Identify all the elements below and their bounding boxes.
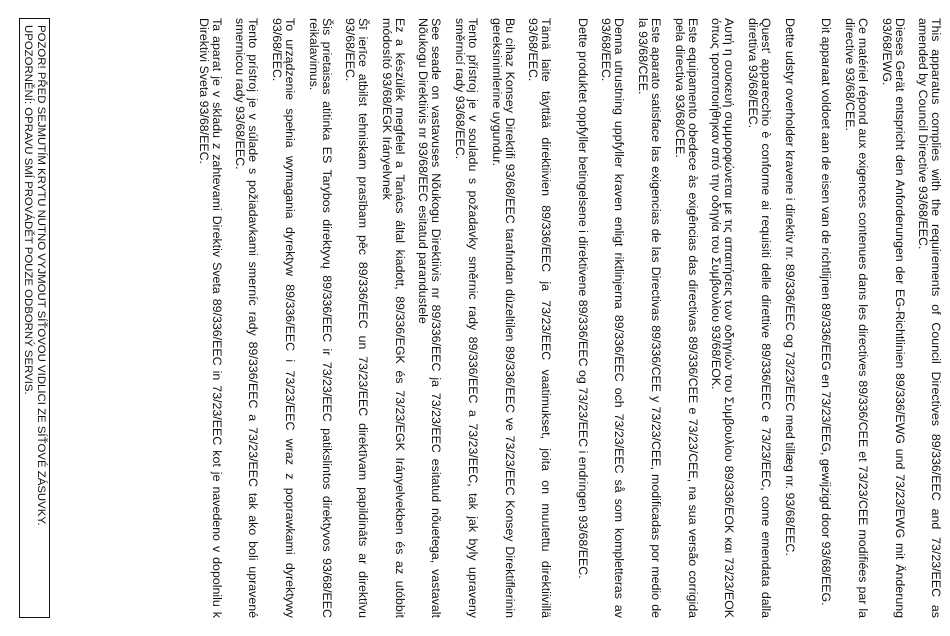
declaration-polish: To urządzenie spełnia wymagania dyrektyw 89/336/EEC i 73/23/EEC wraz z poprawkami dyrektywy 93/68/EEC. <box>270 18 297 618</box>
declaration-finnish: Tämä laite täyttää direktiivien 89/336/EEC ja 73/23/EEC vaatimukset, joita on muutettu direktiivillä 93/68/EEC. <box>526 18 553 618</box>
declaration-french: Ce matériel répond aux exigences contenues dans les directives 89/336/CEE et 73/23/CEE modifiées par la directive 93/68/CEE. <box>843 18 870 618</box>
declaration-slovenian: Ta aparat je v skladu z zahtevami Direktiv Sveta 89/336/EEC in 73/23/EEC kot je navedeno v dopolnilu k Direktivi Sveta 93/68/EEC. <box>197 18 224 618</box>
declaration-hungarian: Ez a készülék megfelel a Tanács által kiadott, 89/336/EGK és 73/23/EGK Irányelvekben és az utóbbit módosító 93/68/EGK Irányelvnek <box>380 18 407 618</box>
warning-line-1: POZOR! PŘED SEJMUTÍM KRYTU NUTNO VYJMOUT SÍŤOVOU VIDLICI ZE SÍŤOVÉ ZÁSUVKY. <box>35 25 47 526</box>
declaration-english: This apparatus complies with the requirements of Council Directives 89/336/EEC and 73/23/EEC as amended by Council Directive 93/68/EEC. <box>916 18 943 618</box>
declaration-spanish: Este aparato satisface las exigencias de las Directivas 89/336/CEE y 73/23/CEE, modificadas por medio de la 93/68/CEE. <box>636 18 663 618</box>
declaration-german: Dieses Gerät entspricht den Anforderungen der EG-Richtlinien 89/336/EWG und 73/23/EWG mit Änderung 93/68/EWG. <box>880 18 907 618</box>
declaration-greek: Αυτή η συσκευή συμμορφώνεται με τις απαιτήσεις των οδηγιών του Συμβουλίου 89/336/ΕΟΚ και 73/23/ΕΟΚ όπως τροποποιήθηκαν από την οδηγία του Συμβουλίου 93/68/ΕΟΚ. <box>709 18 736 618</box>
declaration-italian: Quest' apparecchio è conforme ai requisiti delle direttive 89/336/EEC e 73/23/EEC, come emendata dalla direttiva 93/68/EEC. <box>746 18 773 618</box>
declaration-dutch: Dit apparaat voldoet aan de eisen van de richtlijnen 89/336/EEG en 73/23/EEG, gewijzigd door 93/68/EEG. <box>819 18 833 606</box>
declaration-swedish: Denna utrustning uppfyller kraven enligt riktlinjerna 89/336/EEC och 73/23/EEC så som kompletteras av 93/68/EEC. <box>599 18 626 618</box>
warning-line-2: UPOZORNĚNÍ: OPRAVU SMÍ PROVÁDĚT POUZE ODBORNÝ SERVIS. <box>22 25 34 395</box>
declaration-norwegian: Dette produktet oppfyller betingelsene i direktivene 89/336/EEC og 73/23/EEC i endringen 93/68/EEC. <box>576 18 590 579</box>
declaration-portuguese: Este equipamento obedece às exigências das directivas 89/336/CEE e 73/23/CEE, na sua versão corrigida pela directiva 93/68/CEE. <box>673 18 700 618</box>
declaration-turkish: Bu cihaz Konsey Direktifi 93/68/EEC tarafından düzeltilen 89/336/EEC ve 73/23/EEC Konsey Direktiflerinin gereksinimlerine uygundur. <box>490 18 517 618</box>
declaration-czech: Tento přístroj je v souladu s požadavky směrnic rady 89/336/EEC a 73/23/EEC, tak jak byly upraveny směrnicí rady 93/68/EEC. <box>453 18 480 618</box>
declaration-danish: Dette udstyr overholder kravene i direktiv nr. 89/336/EEC og 73/23/EEC med tillæg nr. 93/68/EEC. <box>783 18 797 556</box>
declaration-lithuanian: Šis prietaisas atitinka ES Tarybos direktyvų 89/336/EEC ir 73/23/EEC patikslintos direktyvos 93/68/EEC reikalavimus. <box>307 18 334 618</box>
czech-safety-warning-box <box>19 18 50 618</box>
declaration-latvian: Šī ierīce atbilst tehniskam prasībam pēc 89/336/EEC un 73/23/EEC direktīvam papildināts ar direktīvu 93/68/EEC. <box>343 18 370 618</box>
declaration-slovak: Tento prístroj je v súlade s požiadavkami smerníc rady 89/336/EEC a 73/23/EEC tak ako boli upravené smernicou rady 93/68/EEC. <box>233 18 260 618</box>
declaration-estonian: See seade on vastavuses Nõukogu Direktiivis nr 89/336/EEC ja 73/23/EEC esitatud nõuetega, vastavalt Nõukogu Direktiivis nr 93/68/EEC esitatud parandustele <box>416 18 443 618</box>
